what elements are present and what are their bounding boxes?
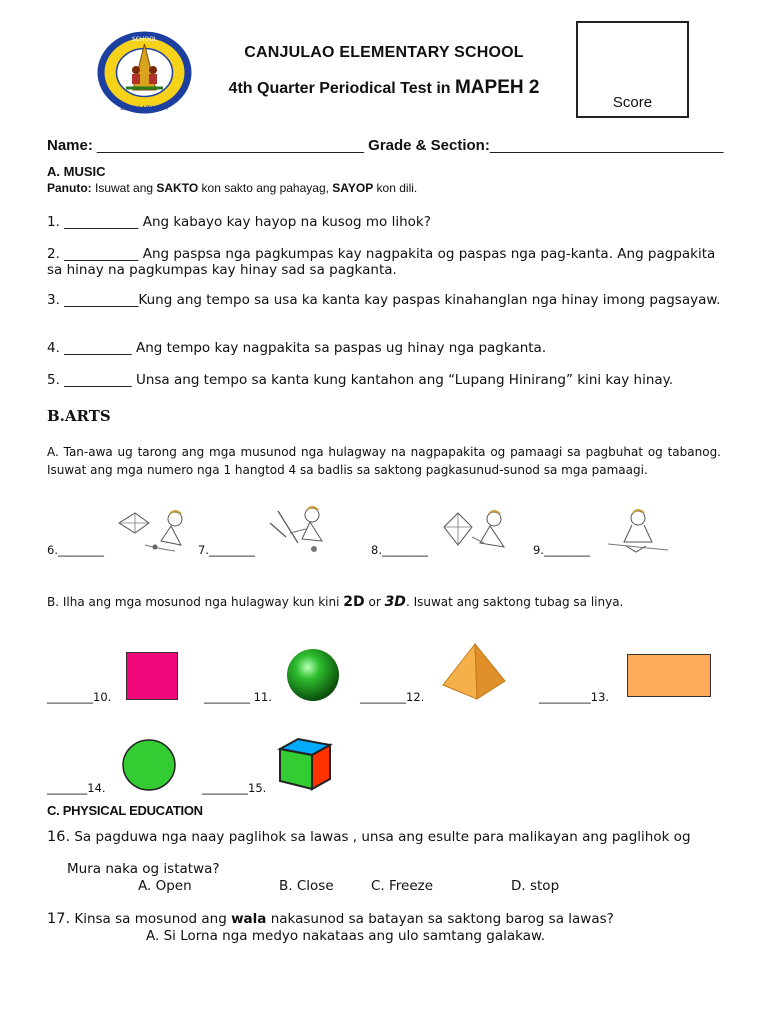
arts-part-b-instructions: B. Ilha ang mga mosunod nga hulagway kun kini 2D or 3D. Isuwat ang saktong tubag sa linya. bbox=[47, 594, 624, 610]
music-instructions: Panuto: Isuwat ang SAKTO kon sakto ang pahayag, SAYOP kon dili. bbox=[47, 181, 418, 195]
name-label: Name: bbox=[47, 137, 98, 154]
arts-answer-10[interactable]: ________10. bbox=[47, 690, 112, 704]
choice-a[interactable]: A. Open bbox=[138, 878, 192, 894]
test-subject: MAPEH 2 bbox=[454, 77, 540, 98]
kite-step-picture bbox=[262, 503, 338, 557]
arts-answer-13[interactable]: _________13. bbox=[539, 690, 610, 704]
pyramid-shape bbox=[437, 641, 509, 701]
green-circle-shape bbox=[121, 738, 177, 792]
green-sphere-shape bbox=[285, 647, 341, 703]
music-question-2: 2. ___________ Ang paspsa nga pagkumpas kay nagpakita og paspas nga pag-kanta. Ang pagpakita sa hinay na pagkumpas kay hinay sad sa pagkanta. bbox=[47, 246, 716, 278]
magenta-square-shape bbox=[126, 652, 178, 700]
arts-answer-12[interactable]: ________12. bbox=[360, 690, 425, 704]
test-title: 4th Quarter Periodical Test in MAPEH 2 bbox=[228, 77, 540, 98]
pe-question-17: 17. Kinsa sa mosunod ang wala nakasunod sa batayan sa saktong barog sa lawas? bbox=[47, 911, 614, 927]
orange-rectangle-shape bbox=[627, 654, 711, 697]
arts-answer-7[interactable]: 7.________ bbox=[198, 543, 255, 557]
music-heading: A. MUSIC bbox=[47, 164, 106, 179]
pe-question-16-continued: Mura naka og istatwa? bbox=[67, 861, 220, 877]
music-question-1: 1. ___________ Ang kabayo kay hayop na kusog mo lihok? bbox=[47, 214, 431, 230]
music-question-4: 4. __________ Ang tempo kay nagpakita sa paspas ug hinay nga pagkanta. bbox=[47, 340, 547, 356]
music-question-5: 5. __________ Unsa ang tempo sa kanta kung kantahon ang “Lupang Hinirang” kini kay hinay. bbox=[47, 372, 674, 388]
kite-step-picture bbox=[115, 505, 197, 555]
arts-answer-14[interactable]: _______14. bbox=[47, 781, 106, 795]
grade-section-field[interactable]: ____________________________ bbox=[489, 137, 724, 154]
arts-answer-11[interactable]: ________ 11. bbox=[204, 690, 272, 704]
choice-c[interactable]: C. Freeze bbox=[371, 878, 434, 894]
arts-heading: B.ARTS bbox=[47, 407, 111, 425]
name-field[interactable]: ________________________________ bbox=[97, 137, 364, 154]
name-row bbox=[47, 137, 723, 154]
score-label: Score bbox=[612, 94, 653, 111]
arts-answer-8[interactable]: 8.________ bbox=[371, 543, 428, 557]
choice-d[interactable]: D. stop bbox=[511, 878, 560, 894]
svg-text:LAPU-LAPU CITY: LAPU-LAPU CITY bbox=[120, 105, 169, 112]
pe-question-16: 16. Sa pagduwa nga naay paglihok sa lawas , unsa ang esulte para malikayan ang paglihok og bbox=[47, 829, 691, 845]
school-name: CANJULAO ELEMENTARY SCHOOL bbox=[244, 44, 524, 61]
arts-answer-6[interactable]: 6.________ bbox=[47, 543, 104, 557]
kite-step-picture bbox=[438, 507, 516, 557]
music-question-3: 3. ___________Kung ang tempo sa usa ka kanta kay paspas kinahanglan nga hinay imong pagsayaw. bbox=[47, 292, 721, 308]
arts-answer-9[interactable]: 9.________ bbox=[533, 543, 590, 557]
school-logo bbox=[96, 30, 193, 115]
choice-b[interactable]: B. Close bbox=[279, 878, 334, 894]
cube-shape bbox=[276, 735, 334, 793]
arts-part-a-instructions: A. Tan-awa ug tarong ang mga musunod nga hulagway na nagpapakita og pamaagi sa pagbuhat og tabanog. Isuwat ang mga numero nga 1 hangtod 4 sa badlis sa saktong pagkasunud-sunod sa mga pamaagi. bbox=[47, 445, 721, 477]
kite-step-picture bbox=[602, 506, 674, 558]
pe-question-17-choice-a[interactable]: A. Si Lorna nga medyo nakataas ang ulo samtang galakaw. bbox=[146, 928, 546, 944]
grade-section-label: Grade & Section: bbox=[363, 137, 490, 154]
arts-answer-15[interactable]: ________15. bbox=[202, 781, 267, 795]
svg-text:SCHOOL: SCHOOL bbox=[131, 36, 158, 43]
pe-heading: C. PHYSICAL EDUCATION bbox=[47, 803, 203, 818]
